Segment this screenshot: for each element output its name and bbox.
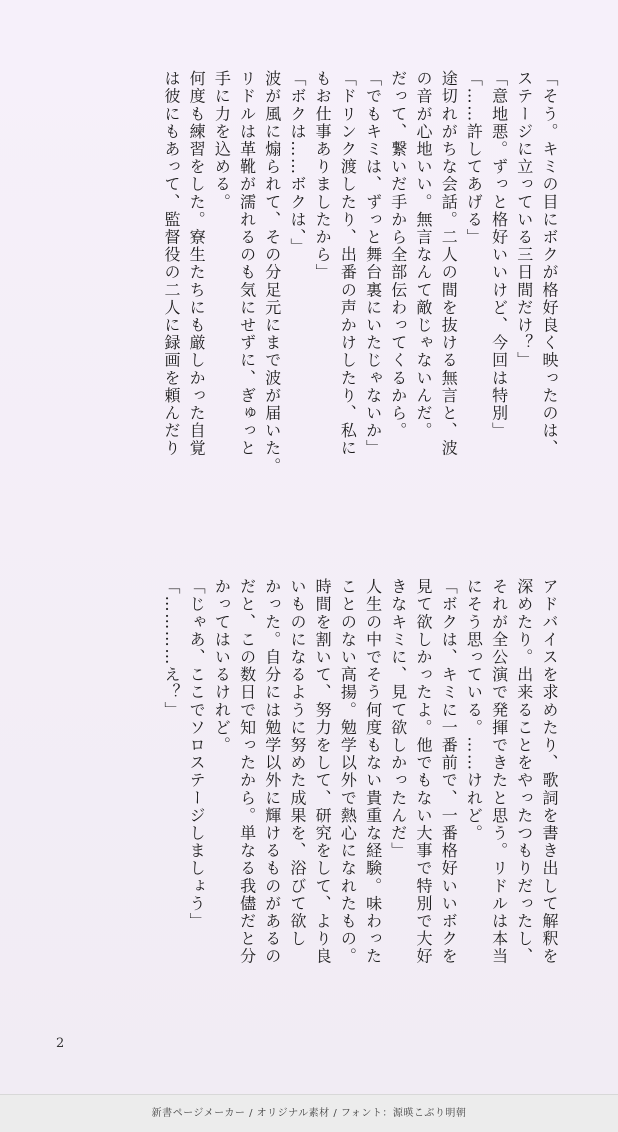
credit-footer: 新書ページメーカー / オリジナル素材 / フォント：源暎こぶり明朝 (151, 1108, 467, 1119)
text-line: は彼にもあって、監督役の二人に録画を頼んだり (161, 70, 181, 458)
text-line: いものになるように努めた成果を、浴びて欲し (287, 578, 307, 948)
text-line: にそう思っている。……けれど。 (464, 578, 484, 842)
text-line: 見て欲しかったよ。他でもない大事で特別で大好 (413, 578, 433, 966)
text-line: きなキミに、見て欲しかったんだ」 (388, 578, 408, 860)
page-number: 2 (56, 1036, 65, 1051)
text-line: 「でもキミは、ずっと舞台裏にいたじゃないか」 (363, 70, 383, 458)
text-line: 深めたり。出来ることをやったつもりだったし、 (514, 578, 534, 966)
text-line: 手に力を込める。 (212, 70, 232, 211)
text-line: の音が心地いい。無言なんて敵じゃないんだ。 (413, 70, 433, 440)
text-line: 途切れがちな会話。二人の間を抜ける無言と、波 (439, 70, 459, 458)
text-line: ステージに立っている三日間だけ？」 (514, 70, 534, 370)
text-line: 「そう。キミの目にボクが格好良く映ったのは、 (540, 70, 559, 458)
text-line: 波が風に煽られて、その分足元にまで波が届いた。 (262, 70, 282, 475)
text-line: 「ボクは、キミに一番前で、一番格好いいボクを (439, 578, 459, 966)
text-line: かった。自分には勉学以外に輝けるものがあるの (262, 578, 282, 966)
text-line: アドバイスを求めたり、歌詞を書き出して解釈を (540, 578, 559, 966)
text-line: 「じゃあ、ここでソロステージしましょう」 (187, 578, 207, 930)
text-line: 「……許してあげる」 (464, 70, 484, 246)
text-line: だって、繋いだ手から全部伝わってくるから。 (388, 70, 408, 440)
text-line: だと、この数日で知ったから。単なる我儘だと分 (237, 578, 257, 966)
text-line: かってはいるけれど。 (212, 578, 232, 754)
text-block-bottom (159, 578, 562, 1018)
text-line: 「意地悪。ずっと格好いいけど、今回は特別」 (489, 70, 509, 440)
text-line: 「ボクは……ボクは、」 (287, 70, 307, 256)
text-block-top (159, 70, 562, 510)
text-line: ことのない高揚。勉学以外で熱心になれたもの。 (338, 578, 358, 966)
text-line: 人生の中でそう何度もない貴重な経験。味わった (363, 578, 383, 966)
text-line: リドルは革靴が濡れるのも気にせずに、ぎゅっと (237, 70, 257, 458)
text-line: 「ドリンク渡したり、出番の声かけしたり、私に (338, 70, 358, 458)
text-line: 時間を割いて、努力をして、研究をして、より良 (313, 578, 333, 966)
text-line: それが全公演で発揮できたと思う。リドルは本当 (489, 578, 509, 966)
text-line: 「…………え？」 (161, 578, 181, 719)
text-line: 何度も練習をした。寮生たちにも厳しかった自覚 (187, 70, 207, 458)
text-line: もお仕事ありましたから」 (313, 70, 333, 282)
